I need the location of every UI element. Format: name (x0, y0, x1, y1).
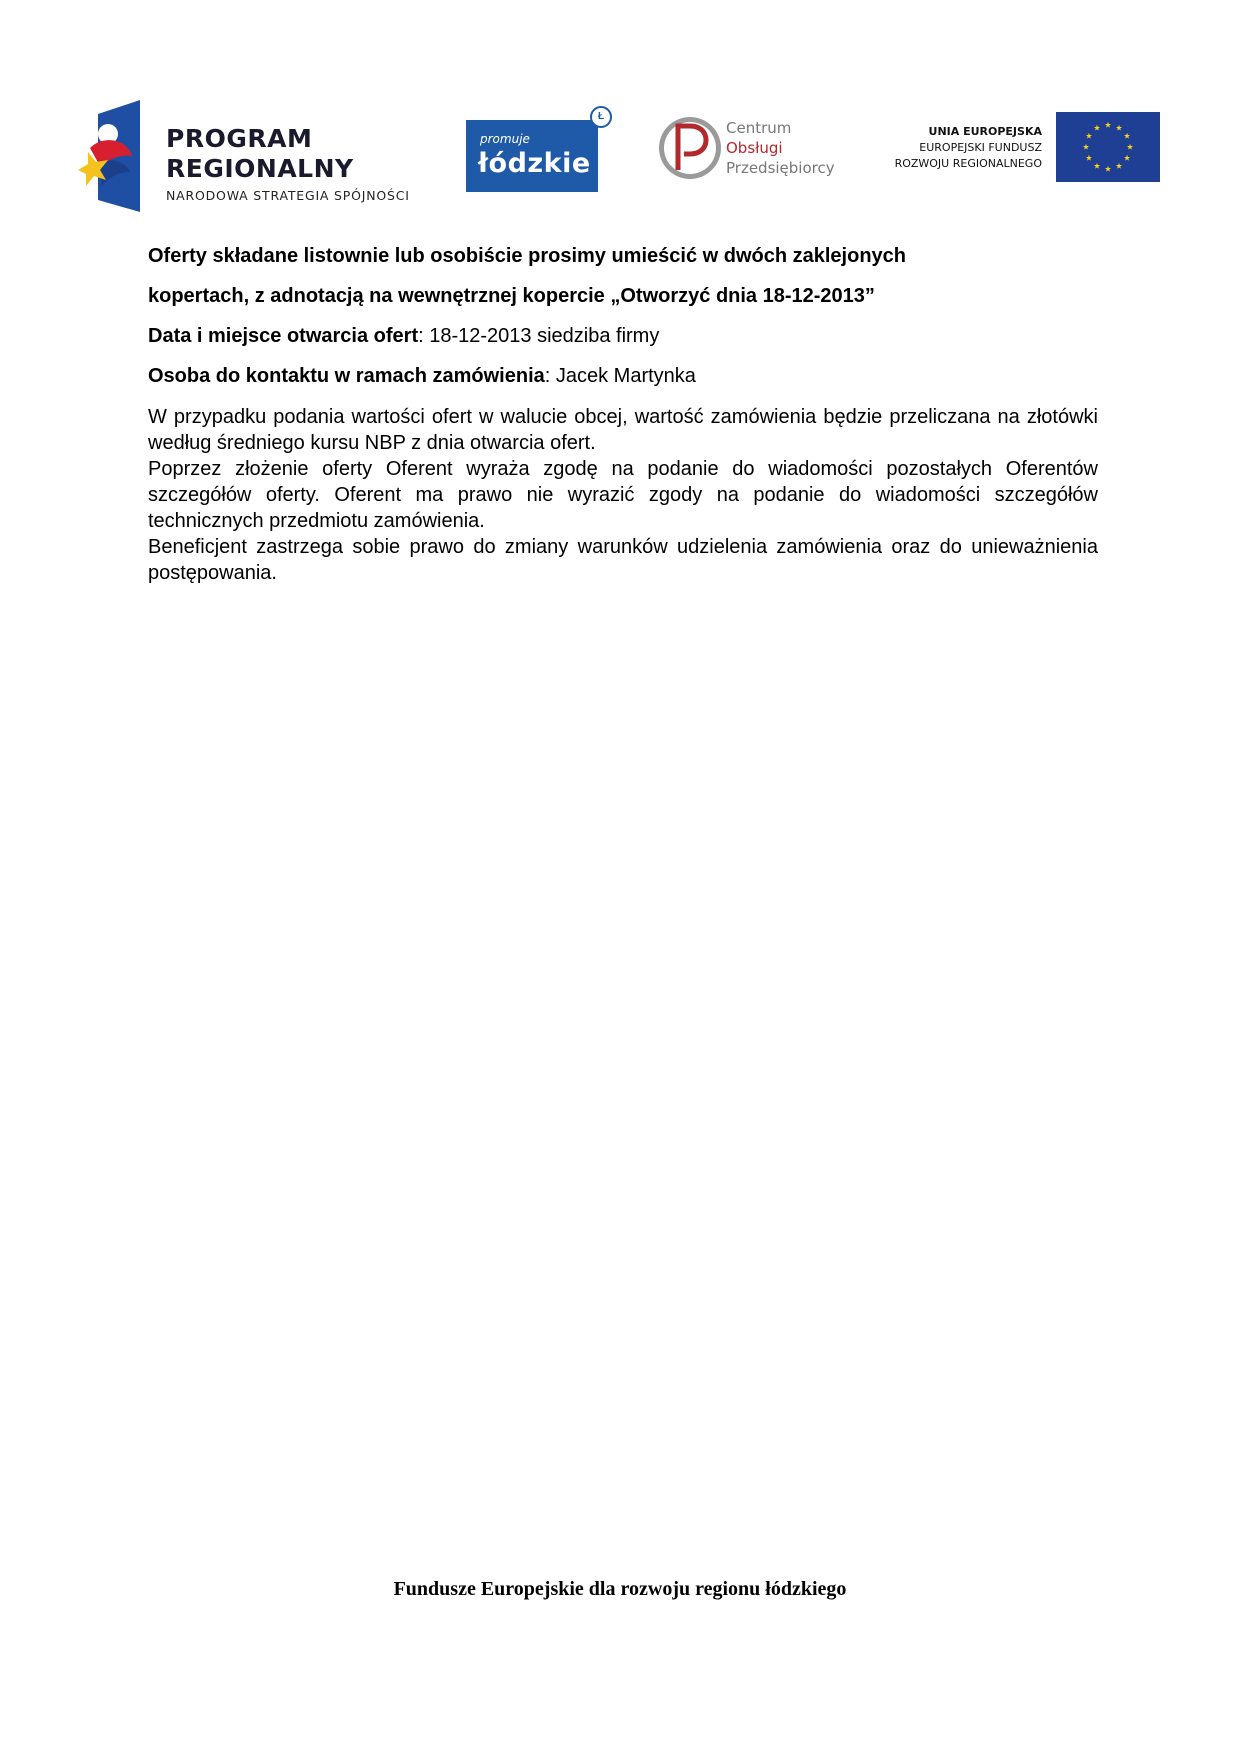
page-footer: Fundusze Europejskie dla rozwoju regionu łódzkiego (393, 1578, 847, 1600)
currency-paragraph: W przypadku podania wartości ofert w walucie obcej, wartość zamówienia będzie przeliczana na złotówki według średniego kursu NBP z dnia otwarcia ofert. (148, 406, 1098, 454)
centrum-obslugi-logo (656, 112, 836, 192)
consent-paragraph: Poprzez złożenie oferty Oferent wyraża zgodę na podanie do wiadomości pozostałych Oferentów szczegółów oferty. Oferent ma prawo nie wyrazić zgody na podanie do wiadomości szczegółów technicznych przedmiotu zamówienia. (148, 458, 1098, 532)
contact-label: Osoba do kontaktu w ramach zamówienia (148, 365, 545, 387)
contact-info (148, 356, 1098, 396)
eu-flag-icon (1056, 112, 1160, 182)
program-regionalny-logo (70, 100, 430, 212)
rozwoju-line: ROZWOJU REGIONALNEGO (894, 157, 1042, 170)
reservation-paragraph: Beneficjent zastrzega sobie prawo do zmiany warunków udzielenia zamówienia oraz do unieważnienia postępowania. (148, 536, 1098, 584)
program-regionalny-text (166, 124, 410, 203)
eu-text (895, 124, 1042, 172)
opening-info (148, 316, 1098, 356)
centrum-line: Centrum (726, 119, 792, 137)
cop-p-logo-icon (656, 112, 722, 184)
strategia-line: NARODOWA STRATEGIA SPÓJNOŚCI (166, 188, 410, 203)
lodzkie-text: łódzkie (478, 148, 591, 179)
document-body (148, 236, 1098, 586)
lodz-badge-icon: Ł (590, 106, 612, 128)
header-logos (70, 96, 1160, 216)
unia-europejska-line: UNIA EUROPEJSKA (928, 125, 1042, 138)
program-regionalny-emblem-icon (70, 100, 160, 212)
offer-instruction-line1: Oferty składane listownie lub osobiście prosimy umieścić w dwóch zaklejonych (148, 245, 907, 267)
fundusz-line: EUROPEJSKI FUNDUSZ (919, 141, 1042, 154)
opening-label: Data i miejsce otwarcia ofert (148, 325, 419, 347)
offer-instruction-line2: kopertach, z adnotacją na wewnętrznej kopercie „Otworzyć dnia 18-12-2013” (148, 285, 875, 307)
contact-value: : Jacek Martynka (544, 365, 696, 387)
promuje-text: promuje (480, 132, 530, 146)
przedsiebiorcy-line: Przedsiębiorcy (726, 159, 835, 177)
unia-europejska-logo (870, 112, 1160, 184)
opening-value: : 18-12-2013 siedziba firmy (418, 325, 660, 347)
promuje-lodzkie-logo (466, 106, 616, 196)
centrum-text (726, 118, 835, 178)
program-line: PROGRAM (166, 124, 313, 153)
promuje-lodzkie-box (466, 120, 598, 192)
obslugi-line: Obsługi (726, 139, 783, 157)
regionalny-line: REGIONALNY (166, 154, 354, 183)
